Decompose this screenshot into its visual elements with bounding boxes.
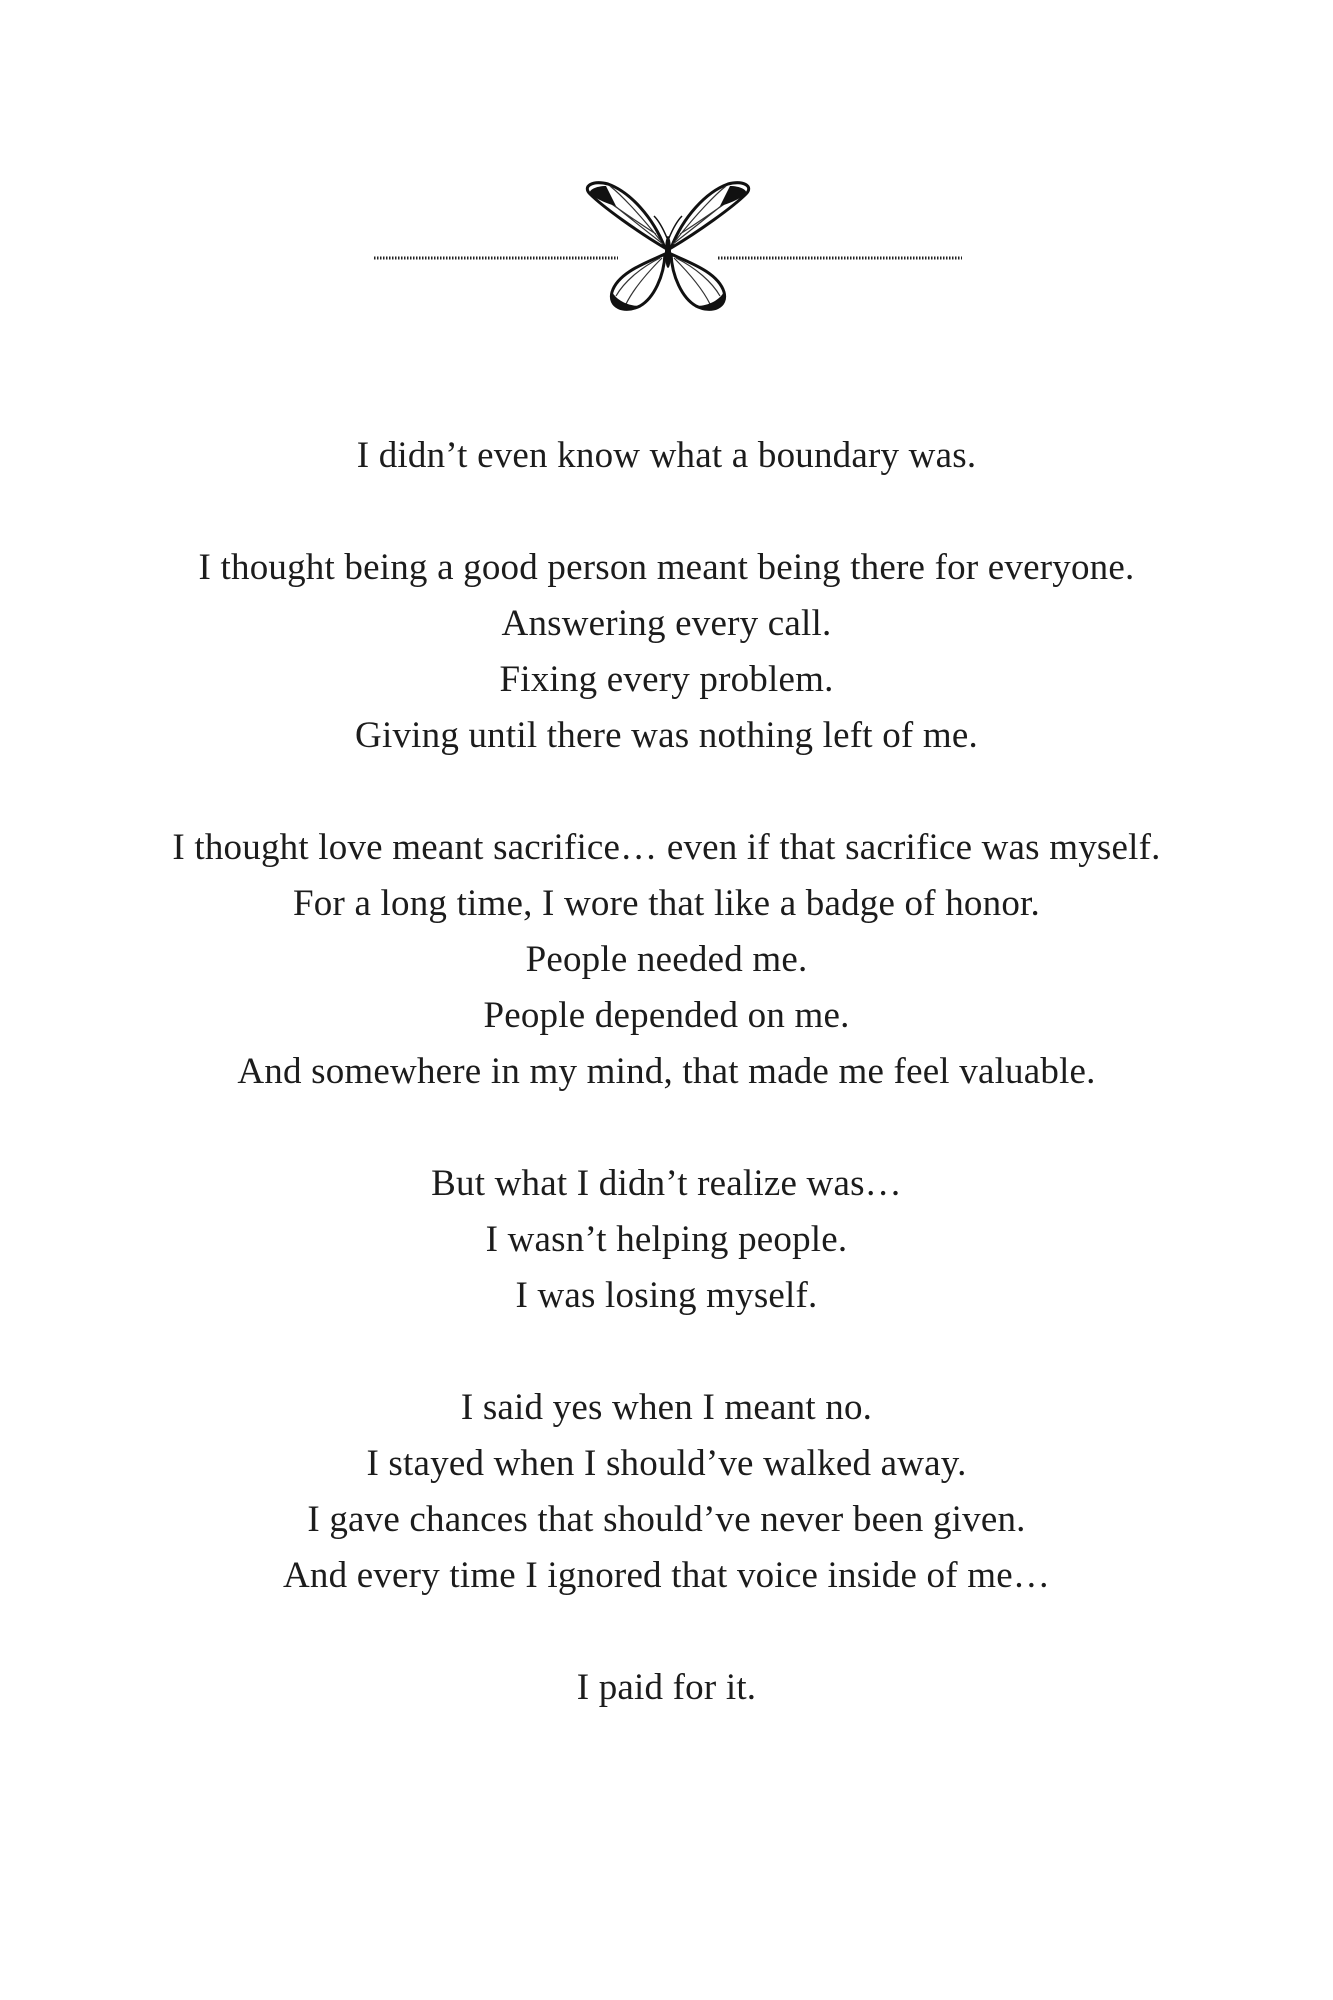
stanza	[0, 428, 1333, 484]
poem-line: Answering every call.	[501, 603, 832, 644]
poem-line: And every time I ignored that voice inside of me…	[282, 1555, 1051, 1596]
poem-line: But what I didn’t realize was…	[431, 1163, 902, 1204]
poem-line: I thought love meant sacrifice… even if that sacrifice was myself.	[172, 827, 1161, 868]
poem-line: I paid for it.	[576, 1667, 757, 1708]
poem-line: And somewhere in my mind, that made me feel valuable.	[237, 1051, 1096, 1092]
poem-line: Giving until there was nothing left of me.	[355, 715, 978, 756]
poem-line: I thought being a good person meant being there for everyone.	[198, 547, 1135, 588]
poem-line: I was losing myself.	[515, 1275, 818, 1316]
poem-line: I didn’t even know what a boundary was.	[356, 435, 977, 476]
poem-line: I gave chances that should’ve never been given.	[307, 1499, 1026, 1540]
stanza	[0, 1380, 1333, 1604]
poem-line: For a long time, I wore that like a badge of honor.	[293, 883, 1040, 924]
poem-line: I wasn’t helping people.	[485, 1219, 848, 1260]
stanza	[0, 820, 1333, 1100]
poem-line: Fixing every problem.	[499, 659, 834, 700]
butterfly-ornament	[368, 180, 968, 320]
stanza	[0, 1156, 1333, 1324]
butterfly-icon	[587, 183, 748, 310]
stanza	[0, 1660, 1333, 1716]
poem-body	[0, 428, 1333, 1716]
stanza	[0, 540, 1333, 764]
poem-line: People needed me.	[525, 939, 808, 980]
poem-line: People depended on me.	[483, 995, 850, 1036]
poem-line: I said yes when I meant no.	[460, 1387, 873, 1428]
poem-line: I stayed when I should’ve walked away.	[366, 1443, 967, 1484]
